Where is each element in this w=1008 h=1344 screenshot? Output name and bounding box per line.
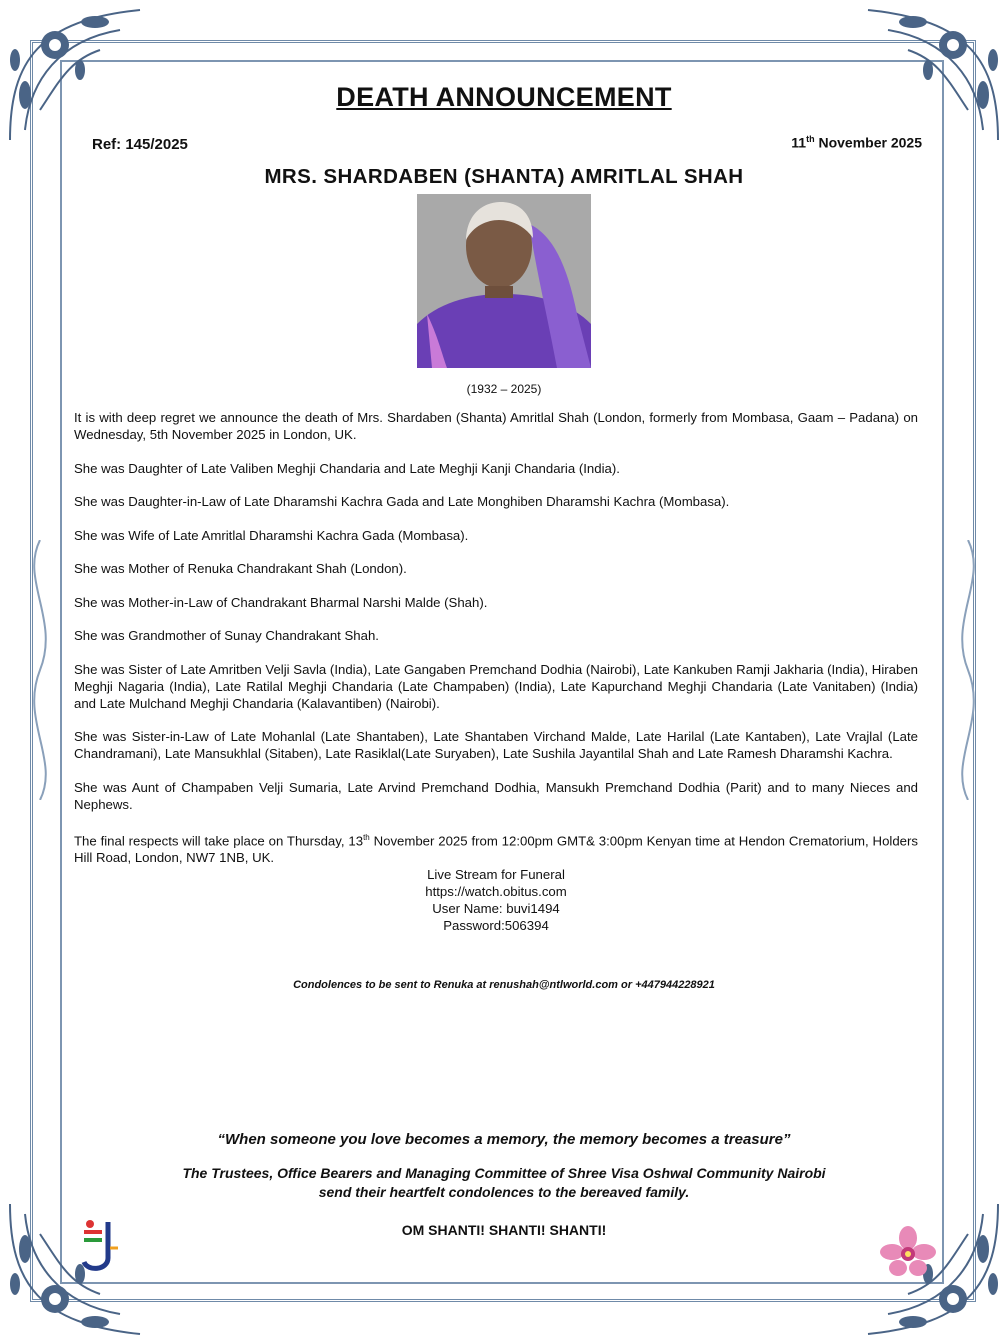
livestream-username: User Name: buvi1494 — [432, 901, 560, 917]
mother-in-law-paragraph: She was Mother-in-Law of Chandrakant Bharmal Narshi Malde (Shah). — [74, 594, 488, 610]
trustees-message — [0, 1164, 1008, 1202]
date-day: 11 — [791, 134, 807, 151]
livestream-url-link[interactable]: https://watch.obitus.com — [425, 884, 567, 900]
respects-text-a: The final respects will take place on Thursday, 13 — [74, 833, 364, 849]
respects-date-suffix: th — [363, 833, 370, 842]
daughter-paragraph: She was Daughter of Late Valiben Meghji Chandaria and Late Meghji Kanji Chandaria (India). — [74, 460, 620, 476]
livestream-label: Live Stream for Funeral — [427, 867, 565, 883]
livestream-details — [74, 866, 918, 934]
date-suffix: th — [806, 134, 815, 144]
life-years: (1932 – 2025) — [466, 382, 542, 396]
floral-corner-ornament-icon — [0, 1194, 150, 1344]
mother-paragraph: She was Mother of Renuka Chandrakant Shah (London). — [74, 561, 407, 576]
om-shanti-blessing: OM SHANTI! SHANTI! SHANTI! — [401, 1222, 607, 1238]
sister-paragraph: She was Sister of Late Amritben Velji Savla (India), Late Gangaben Premchand Dodhia (Nairobi), Late Kankuben Ramji Jakharia (India), Hiraben Meghji Nagaria (India), Late Ratilal Meghji Chandaria (Late Champaben) (India), Late Kapurchand Meghji Chandaria (Late Vanitaben) (India) and Late Mulchand Meghji Chandaria (Kalavantiben) (Nairobi). — [74, 661, 918, 711]
wife-paragraph: She was Wife of Late Amritlal Dharamshi Kachra Gada (Mombasa). — [74, 527, 469, 543]
trustees-line-1: The Trustees, Office Bearers and Managing Committee of Shree Visa Oshwal Community Nairobi — [182, 1165, 826, 1181]
page-title: DEATH ANNOUNCEMENT — [336, 82, 672, 112]
aunt-paragraph: She was Aunt of Champaben Velji Sumaria, Late Arvind Premchand Dodhia, Mansukh Premchand Dodhia (Parit) and to many Nieces and Nephews. — [74, 779, 918, 812]
condolence-contact: Condolences to be sent to Renuka at renushah@ntlworld.com or +447944228921 — [293, 979, 715, 991]
deceased-name: MRS. SHARDABEN (SHANTA) AMRITLAL SHAH — [264, 165, 744, 188]
floral-corner-ornament-icon — [858, 0, 1008, 150]
orchid-flower-icon — [880, 1226, 936, 1278]
announcement-date — [791, 134, 922, 151]
portrait-illustration-icon — [417, 194, 591, 368]
trustees-line-2: send their heartfelt condolences to the bereaved family. — [318, 1184, 690, 1200]
final-respects-paragraph — [74, 829, 918, 866]
memorial-quote: “When someone you love becomes a memory, the memory becomes a treasure” — [217, 1131, 791, 1148]
reference-number: Ref: 145/2025 — [92, 136, 188, 153]
side-scroll-ornament-icon — [20, 540, 60, 800]
grandmother-paragraph: She was Grandmother of Sunay Chandrakant Shah. — [74, 628, 379, 643]
floral-corner-ornament-icon — [0, 0, 150, 150]
deceased-portrait — [417, 194, 591, 368]
date-month-year: November 2025 — [814, 134, 922, 151]
livestream-password: Password:506394 — [443, 918, 549, 934]
respects-text-b: November 2025 from 12:00pm GMT& 3:00pm Kenyan time at Hendon Crematorium, Holders Hill Road, London, NW7 1NB, UK. — [74, 833, 918, 866]
community-logo-icon — [80, 1218, 120, 1274]
announcement-body — [74, 409, 918, 934]
sister-in-law-paragraph: She was Sister-in-Law of Late Mohanlal (Late Shantaben), Late Shantaben Virchand Malde, Late Harilal (Late Kantaben), Late Vrajlal (Late Chandramani), Late Mansukhlal (Sitaben), Late Rasiklal(Late Suryaben), Late Sushila Jayantilal Shah and Late Ramesh Dharamshi Kachra. — [74, 729, 918, 761]
daughter-in-law-paragraph: She was Daughter-in-Law of Late Dharamshi Kachra Gada and Late Monghiben Dharamshi Kachra (Mombasa). — [74, 494, 730, 509]
side-scroll-ornament-icon — [948, 540, 988, 800]
intro-paragraph: It is with deep regret we announce the death of Mrs. Shardaben (Shanta) Amritlal Shah (London, formerly from Mombasa, Gaam – Padana) on Wednesday, 5th November 2025 in London, UK. — [74, 410, 918, 442]
